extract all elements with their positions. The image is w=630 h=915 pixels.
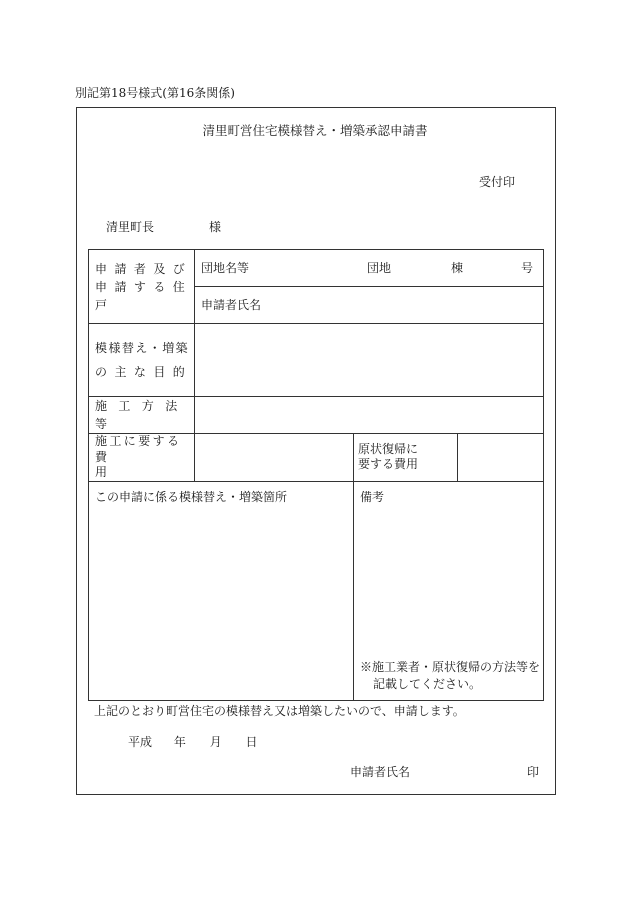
date-year: 年 [173,735,186,749]
building-suffix: 棟 [451,261,464,275]
applicant-label-line2: 申請する住戸 [95,279,193,312]
form-number-label: 別記第18号様式(第16条関係) [75,86,235,100]
location-label: この申請に係る模様替え・増築箇所 [95,489,288,504]
unit-suffix: 号 [521,261,534,275]
application-table [88,249,544,701]
cost-label-line2: 用 [95,465,108,480]
method-label: 施工方法等 [95,399,189,431]
method-input-cell[interactable] [195,397,544,434]
signature-seal: 印 [527,765,540,779]
addressee-name: 清里町長 [106,220,155,234]
receipt-stamp-label: 受付印 [479,175,516,189]
restore-label-cell [354,434,458,482]
applicant-name-label: 申請者氏名 [201,298,262,312]
addressee [106,218,221,235]
purpose-label-cell [89,324,195,397]
date-era: 平成 [128,735,153,749]
purpose-label-line1: 模様替え・増築 [95,341,190,355]
complex-name-label: 団地名等 [201,261,250,275]
applicant-name-cell[interactable] [195,287,544,324]
cost-label-line1: 施工に要する費 [95,434,182,464]
notes-footnote-line1: ※施工業者・原状復帰の方法等を [360,660,541,674]
complex-suffix: 団地 [367,261,392,275]
restore-label-line1: 原状復帰に [358,441,419,456]
notes-footnote-line2: 記載してください。 [373,677,482,692]
addressee-honorific: 様 [209,220,222,234]
restore-label-line2: 要する費用 [358,457,419,472]
cost-input-cell[interactable] [195,434,354,482]
notes-footnote [360,659,540,694]
cost-label-cell [89,434,195,482]
date-day: 日 [245,735,258,749]
complex-name-cell[interactable] [195,250,544,287]
declaration-text: 上記のとおり町営住宅の模様替え又は増築したいので、申請します。 [94,704,465,718]
applicant-label-cell [89,250,195,324]
date-line [128,733,258,750]
method-label-cell [89,397,195,434]
notes-label: 備考 [360,489,385,504]
form-title: 清里町営住宅模様替え・増築承認申請書 [202,123,428,138]
applicant-label-line1: 申請者及び [95,261,193,276]
location-cell[interactable] [89,481,354,700]
restore-input-cell[interactable] [458,434,544,482]
date-month: 月 [209,735,222,749]
purpose-label-line2: の主な目的 [95,365,193,379]
notes-cell[interactable] [354,481,544,700]
purpose-input-cell[interactable] [195,324,544,397]
signature-label: 申請者氏名 [350,765,411,779]
